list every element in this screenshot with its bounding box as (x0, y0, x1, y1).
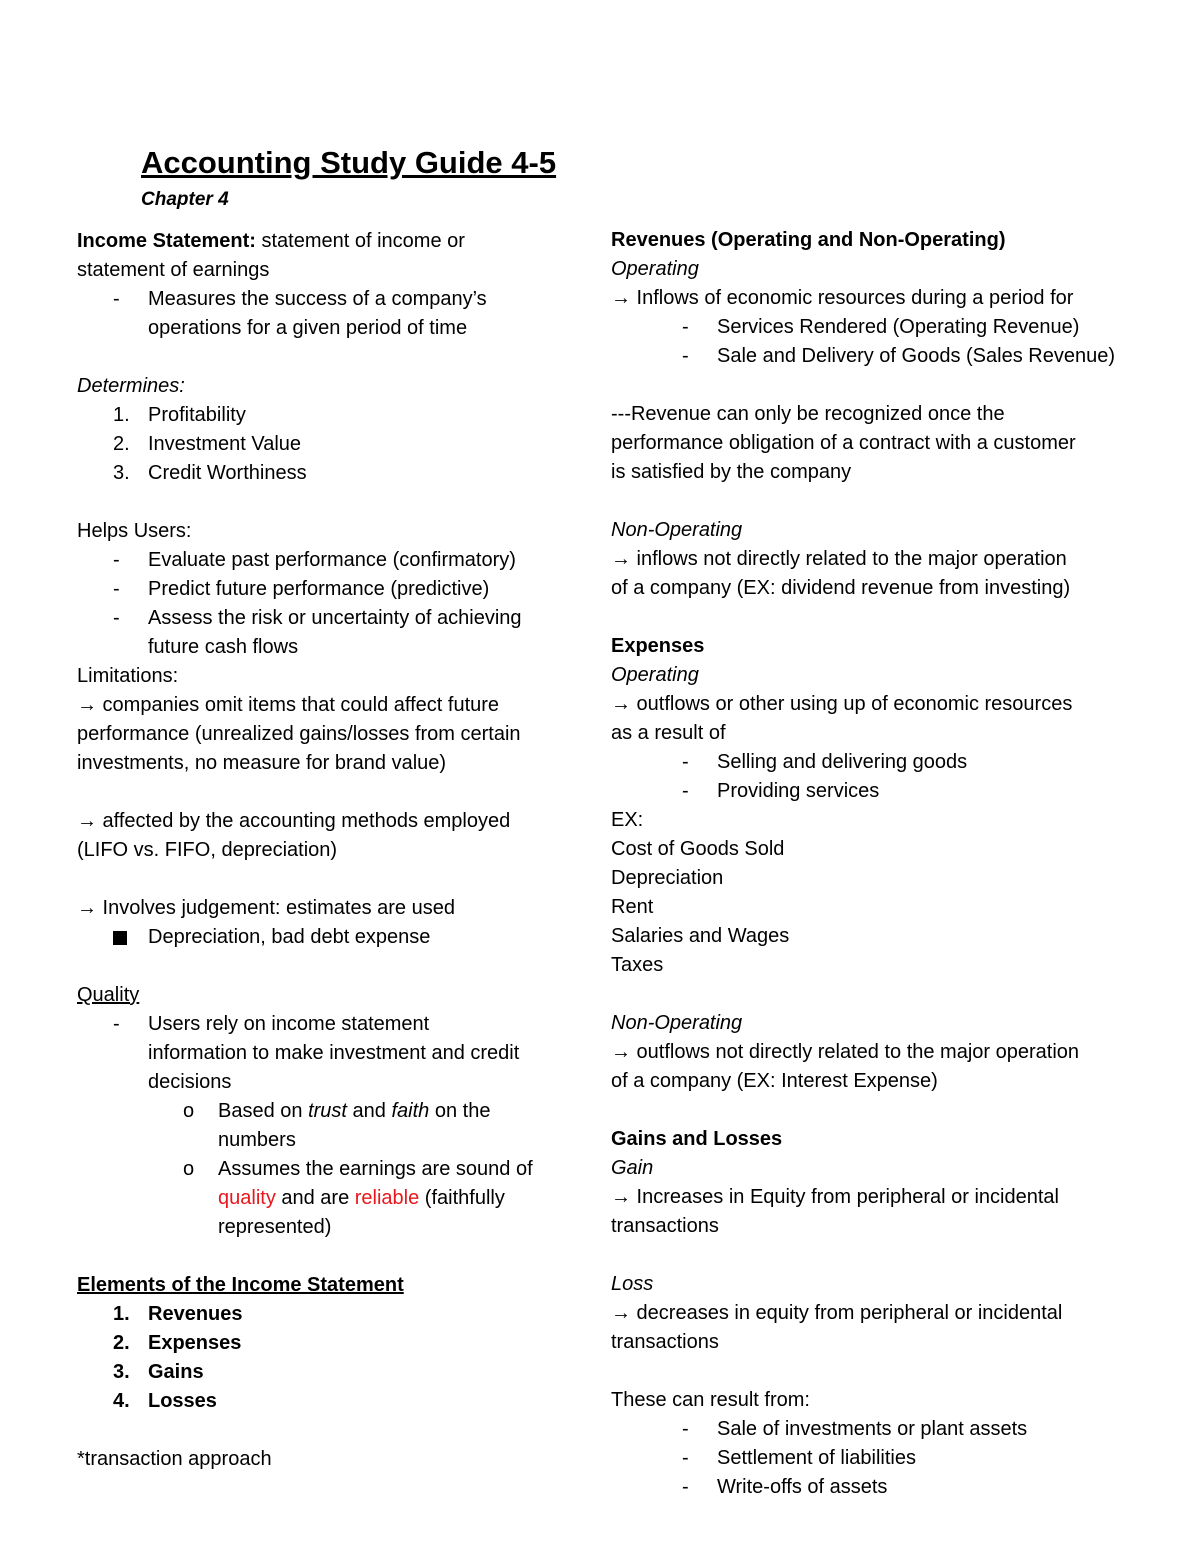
sub-list-item: o Assumes the earnings are sound of (183, 1158, 533, 1180)
page-title: Accounting Study Guide 4-5 (141, 145, 557, 180)
right-column (611, 226, 1151, 1502)
revenue-note: is satisfied by the company (611, 461, 852, 483)
list-item: - Sale and Delivery of Goods (Sales Revenue) (682, 345, 1115, 367)
arrow-text-cont: of a company (EX: Interest Expense) (611, 1070, 938, 1092)
list-item: - Services Rendered (Operating Revenue) (682, 316, 1080, 338)
income-statement-definition: statement of income or (255, 230, 465, 252)
ex-item: Cost of Goods Sold (611, 838, 785, 860)
list-item-cont: decisions (148, 1071, 232, 1093)
square-bullet-icon (113, 931, 127, 945)
arrow-text-cont: transactions (611, 1215, 719, 1237)
limitation-text: performance (unrealized gains/losses from certain (77, 723, 521, 745)
ex-item: Taxes (611, 954, 664, 976)
list-item: - Evaluate past performance (confirmatory) (113, 549, 516, 571)
loss-label: Loss (611, 1273, 654, 1295)
list-item: - Providing services (682, 780, 880, 802)
limitation-text: (LIFO vs. FIFO, depreciation) (77, 839, 338, 861)
list-item-cont: operations for a given period of time (148, 317, 468, 339)
arrow-text: → outflows or other using up of economic resources (611, 693, 1073, 715)
arrow-text-cont: of a company (EX: dividend revenue from investing) (611, 577, 1071, 599)
result-from-label: These can result from: (611, 1389, 810, 1411)
sub-list-item-cont: quality and are reliable (faithfully (218, 1187, 505, 1209)
revenue-note: ---Revenue can only be recognized once the (611, 403, 1005, 425)
operating-label: Operating (611, 258, 699, 280)
elements-item: 3. Gains (113, 1361, 204, 1383)
list-item: - Predict future performance (predictive) (113, 578, 490, 600)
determines-item: 2. Investment Value (113, 433, 302, 455)
sub-list-item-cont: represented) (218, 1216, 332, 1238)
ex-item: Rent (611, 896, 654, 918)
limitation-text: investments, no measure for brand value) (77, 752, 447, 774)
elements-item: 2. Expenses (113, 1332, 242, 1354)
revenue-note: performance obligation of a contract with a customer (611, 432, 1076, 454)
non-operating-label: Non-Operating (611, 519, 743, 541)
revenues-heading: Revenues (Operating and Non-Operating) (611, 229, 1006, 251)
elements-heading: Elements of the Income Statement (77, 1274, 404, 1296)
arrow-text: → outflows not directly related to the major operation (611, 1041, 1080, 1063)
list-item: - Write-offs of assets (682, 1476, 888, 1498)
income-statement-line (77, 227, 577, 256)
determines-item: 3. Credit Worthiness (113, 462, 307, 484)
ex-label: EX: (611, 809, 644, 831)
list-item: - Selling and delivering goods (682, 751, 968, 773)
left-column (77, 227, 577, 1474)
non-operating-label: Non-Operating (611, 1012, 743, 1034)
dash-bullet: - (113, 288, 120, 310)
ex-item: Depreciation (611, 867, 724, 889)
chapter-subtitle: Chapter 4 (141, 189, 229, 210)
arrow-text-cont: as a result of (611, 722, 726, 744)
quality-heading: Quality (77, 984, 140, 1006)
list-item: - Settlement of liabilities (682, 1447, 916, 1469)
helps-users-label: Helps Users: (77, 520, 192, 542)
income-statement-definition-cont: statement of earnings (77, 259, 270, 281)
ex-item: Salaries and Wages (611, 925, 790, 947)
sub-list-item-cont: numbers (218, 1129, 296, 1151)
list-item-cont: information to make investment and credit (148, 1042, 520, 1064)
limitation-text: → Involves judgement: estimates are used (77, 897, 455, 919)
circle-bullet: o (183, 1100, 195, 1122)
arrow-text-cont: transactions (611, 1331, 719, 1353)
highlight-quality: quality (218, 1187, 276, 1209)
list-item: Depreciation, bad debt expense (77, 923, 577, 952)
list-item: - Sale of investments or plant assets (682, 1418, 1028, 1440)
determines-label: Determines: (77, 375, 185, 397)
expenses-heading: Expenses (611, 635, 705, 657)
elements-item: 1. Revenues (113, 1303, 243, 1325)
list-item: - Assess the risk or uncertainty of achieving (113, 607, 522, 629)
elements-item: 4. Losses (113, 1390, 217, 1412)
limitations-label: Limitations: (77, 665, 179, 687)
gain-label: Gain (611, 1157, 654, 1179)
determines-item: 1. Profitability (113, 404, 246, 426)
operating-label: Operating (611, 664, 699, 686)
arrow-text: → Increases in Equity from peripheral or incidental (611, 1186, 1059, 1208)
sub-list-item: o Based on trust and faith on the (77, 1097, 577, 1126)
transaction-note: *transaction approach (77, 1448, 272, 1470)
limitation-text: → affected by the accounting methods employed (77, 810, 511, 832)
arrow-text: → inflows not directly related to the major operation (611, 548, 1067, 570)
arrow-text: → decreases in equity from peripheral or incidental (611, 1302, 1063, 1324)
income-statement-label: Income Statement: (77, 230, 256, 252)
list-item: - Users rely on income statement (113, 1013, 430, 1035)
limitation-text: → companies omit items that could affect future (77, 694, 500, 716)
highlight-reliable: reliable (354, 1187, 420, 1209)
arrow-text: → Inflows of economic resources during a period for (611, 287, 1074, 309)
list-item: - Measures the success of a company’s (77, 285, 577, 314)
list-item-cont: future cash flows (148, 636, 299, 658)
gains-losses-heading: Gains and Losses (611, 1128, 783, 1150)
